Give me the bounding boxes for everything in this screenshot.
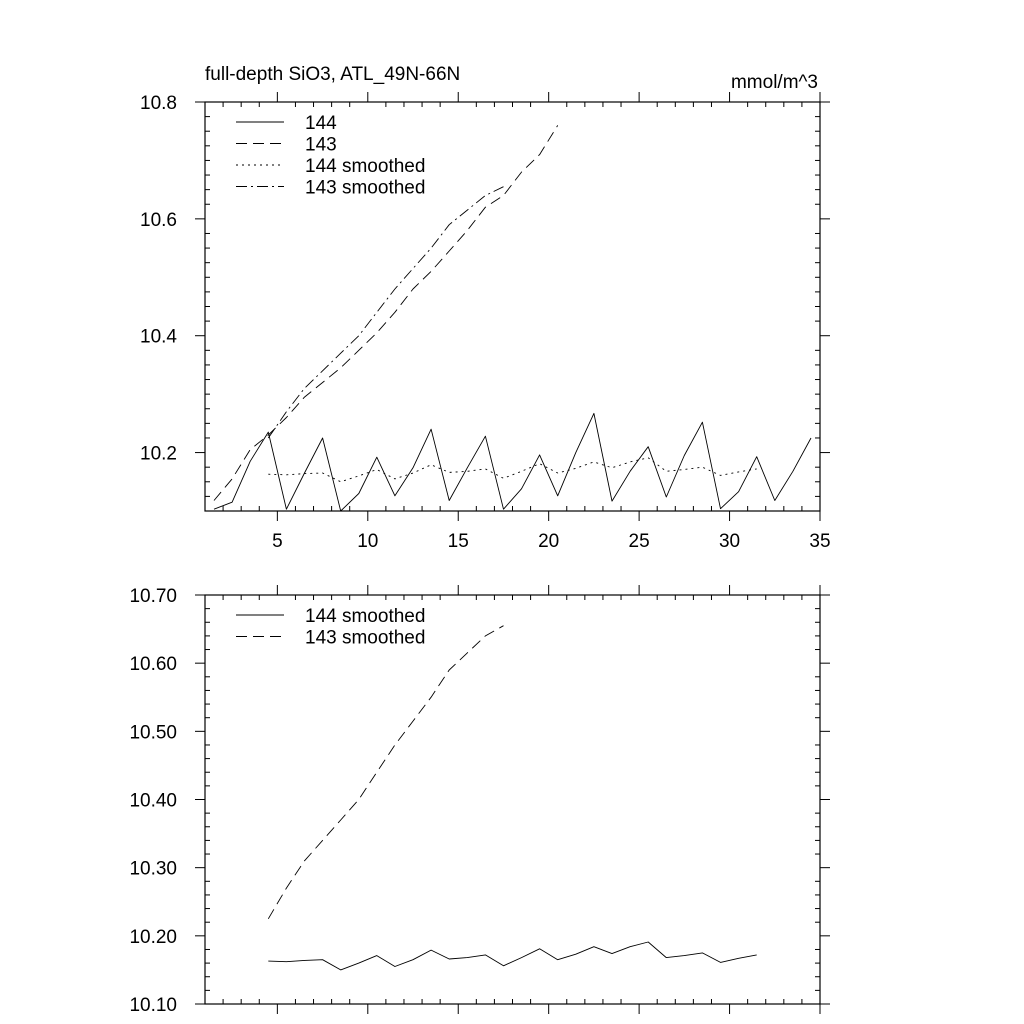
y-tick-label: 10.50 [129,722,177,744]
series-line-0 [268,942,756,970]
bottom-panel [129,585,830,1016]
x-tick-label: 15 [447,531,469,552]
x-tick-label: 30 [718,531,741,552]
y-tick-label: 10.10 [129,995,177,1016]
y-tick-label: 10.2 [140,443,177,465]
x-tick-label: 25 [628,531,650,552]
y-tick-label: 10.70 [129,586,177,607]
plot-frame [205,595,820,1004]
chart-title: full-depth SiO3, ATL_49N-66N [205,64,461,85]
x-tick-label: 35 [809,531,831,552]
legend-label: 143 smoothed [305,627,426,649]
y-tick-label: 10.4 [140,326,177,348]
legend-label: 144 smoothed [305,606,426,627]
series-line-0 [214,413,811,511]
legend-label: 144 [305,113,337,134]
y-tick-label: 10.20 [129,926,177,948]
units-label: mmol/m^3 [730,72,818,93]
y-tick-label: 10.60 [129,654,177,676]
series-line-1 [268,626,503,919]
x-tick-label: 20 [538,531,560,552]
y-tick-label: 10.40 [129,790,177,812]
legend-label: 143 [305,134,337,156]
y-tick-label: 10.6 [140,209,177,231]
legend-label: 143 smoothed [305,177,426,199]
top-panel [140,64,831,552]
y-tick-label: 10.8 [140,93,177,114]
series-line-3 [268,187,503,438]
x-tick-label: 5 [272,531,283,552]
x-tick-label: 10 [357,531,379,552]
legend-label: 144 smoothed [305,156,426,177]
plot-frame [205,102,820,511]
y-tick-label: 10.30 [129,858,177,880]
series-line-2 [268,458,756,482]
